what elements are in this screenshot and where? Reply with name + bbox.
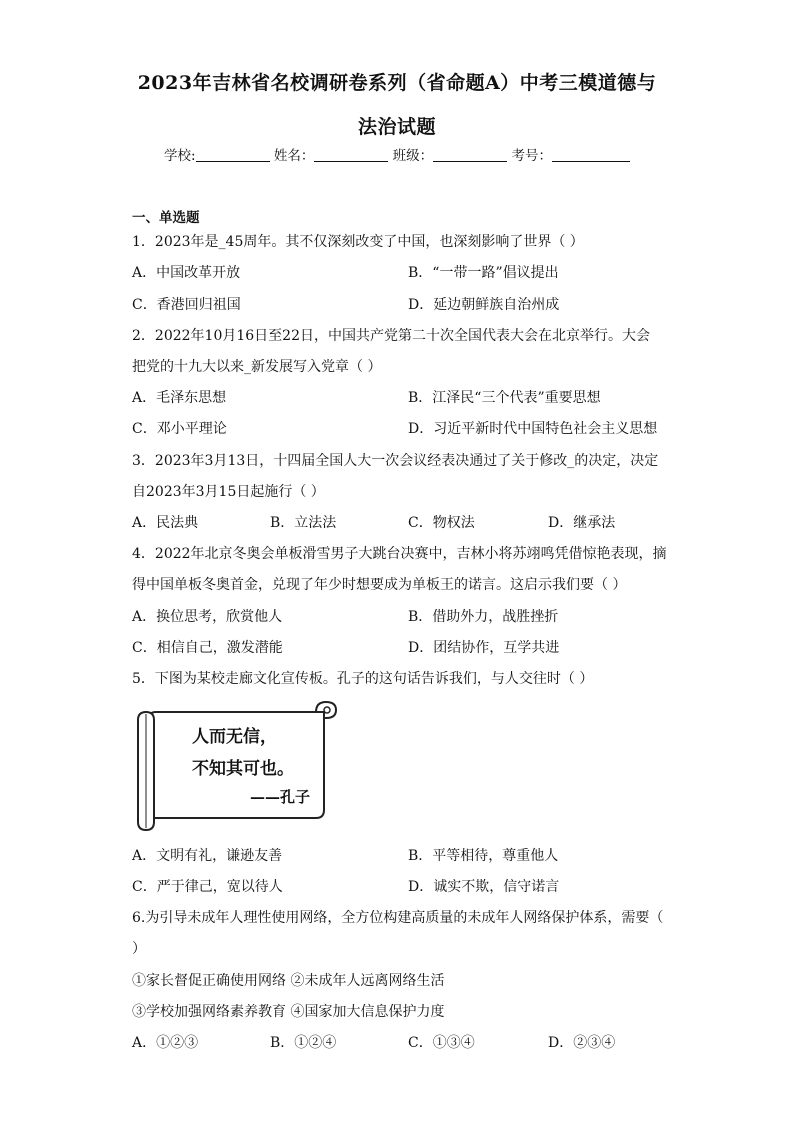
question-3-option-c[interactable]: C．物权法 <box>408 515 475 531</box>
school-label: 学校: <box>164 148 196 164</box>
exam-title-line-1: 2023年吉林省名校调研卷系列（省命题A）中考三模道德与 <box>137 72 657 94</box>
question-3-option-b[interactable]: B．立法法 <box>270 515 337 531</box>
scroll-quote-author: ——孔子 <box>250 788 311 806</box>
question-6-option-d[interactable]: D．②③④ <box>548 1035 616 1051</box>
question-3-option-a[interactable]: A．民法典 <box>132 515 199 531</box>
question-6-text-line-2: ） <box>132 941 146 957</box>
question-4-option-b[interactable]: B．借助外力，战胜挫折 <box>408 609 559 625</box>
question-6-text-line-1: 6.为引导未成年人理性使用网络，全方位构建高质量的未成年人网络保护体系，需要（ <box>132 910 664 926</box>
section-title: 一、单选题 <box>132 210 200 226</box>
scroll-quote-line-1: 人而无信， <box>192 727 277 747</box>
id-label: 考号： <box>511 148 552 164</box>
question-3-option-d[interactable]: D．继承法 <box>548 515 616 531</box>
name-blank[interactable] <box>314 147 388 162</box>
question-4-option-a[interactable]: A．换位思考，欣赏他人 <box>132 609 283 625</box>
question-5-text: 5．下图为某校走廊文化宣传板。孔子的这句话告诉我们，与人交往时（ ） <box>132 671 594 687</box>
question-3-text-line-2: 自2023年3月15日起施行（ ） <box>132 484 325 500</box>
question-2-text-line-1: 2．2022年10月16日至22日，中国共产党第二十次全国代表大会在北京举行。大会 <box>132 328 650 344</box>
confucius-scroll-figure <box>134 698 340 834</box>
question-5-option-a[interactable]: A．文明有礼，谦逊友善 <box>132 848 283 864</box>
id-blank[interactable] <box>552 147 630 162</box>
question-1-option-a[interactable]: A．中国改革开放 <box>132 265 241 281</box>
question-2-text-line-2: 把党的十九大以来_新发展写入党章（ ） <box>132 359 382 375</box>
question-4-option-c[interactable]: C．相信自己，激发潜能 <box>132 640 283 656</box>
school-blank[interactable] <box>196 147 270 162</box>
question-1-option-b[interactable]: B．“一带一路”倡议提出 <box>408 265 559 281</box>
name-label: 姓名： <box>273 148 315 164</box>
question-1-text: 1．2023年是_45周年。其不仅深刻改变了中国，也深刻影响了世界（ ） <box>132 234 584 250</box>
question-2-option-c[interactable]: C．邓小平理论 <box>132 421 227 437</box>
question-3-text-line-1: 3．2023年3月13日，十四届全国人大一次会议经表决通过了关于修改_的决定，决定 <box>132 453 659 469</box>
question-6-statements-line-1: ①家长督促正确使用网络 ②未成年人远离网络生活 <box>132 973 445 989</box>
question-4-text-line-2: 得中国单板冬奥首金，兑现了年少时想要成为单板王的诺言。这启示我们要（ ） <box>132 577 627 593</box>
question-1-option-d[interactable]: D．延边朝鲜族自治州成 <box>408 297 560 313</box>
question-5-option-b[interactable]: B．平等相待，尊重他人 <box>408 848 559 864</box>
question-2-option-b[interactable]: B．江泽民“三个代表”重要思想 <box>408 390 601 406</box>
class-label: 班级： <box>392 148 434 164</box>
question-6-option-a[interactable]: A．①②③ <box>132 1035 199 1051</box>
question-5-option-d[interactable]: D．诚实不欺，信守诺言 <box>408 879 560 895</box>
question-6-option-b[interactable]: B．①②④ <box>270 1035 337 1051</box>
question-6-statements-line-2: ③学校加强网络素养教育 ④国家加大信息保护力度 <box>132 1004 445 1020</box>
question-1-option-c[interactable]: C．香港回归祖国 <box>132 297 241 313</box>
scroll-quote-line-2: 不知其可也。 <box>192 759 294 779</box>
class-blank[interactable] <box>433 147 507 162</box>
exam-title-line-2: 法治试题 <box>357 116 436 138</box>
question-2-option-d[interactable]: D．习近平新时代中国特色社会主义思想 <box>408 421 658 437</box>
student-info-row <box>164 144 630 164</box>
question-4-option-d[interactable]: D．团结协作，互学共进 <box>408 640 560 656</box>
question-2-option-a[interactable]: A．毛泽东思想 <box>132 390 227 406</box>
question-5-option-c[interactable]: C．严于律己，宽以待人 <box>132 879 283 895</box>
question-4-text-line-1: 4．2022年北京冬奥会单板滑雪男子大跳台决赛中，吉林小将苏翊鸣凭借惊艳表现，摘 <box>132 546 667 562</box>
question-6-option-c[interactable]: C．①③④ <box>408 1035 475 1051</box>
